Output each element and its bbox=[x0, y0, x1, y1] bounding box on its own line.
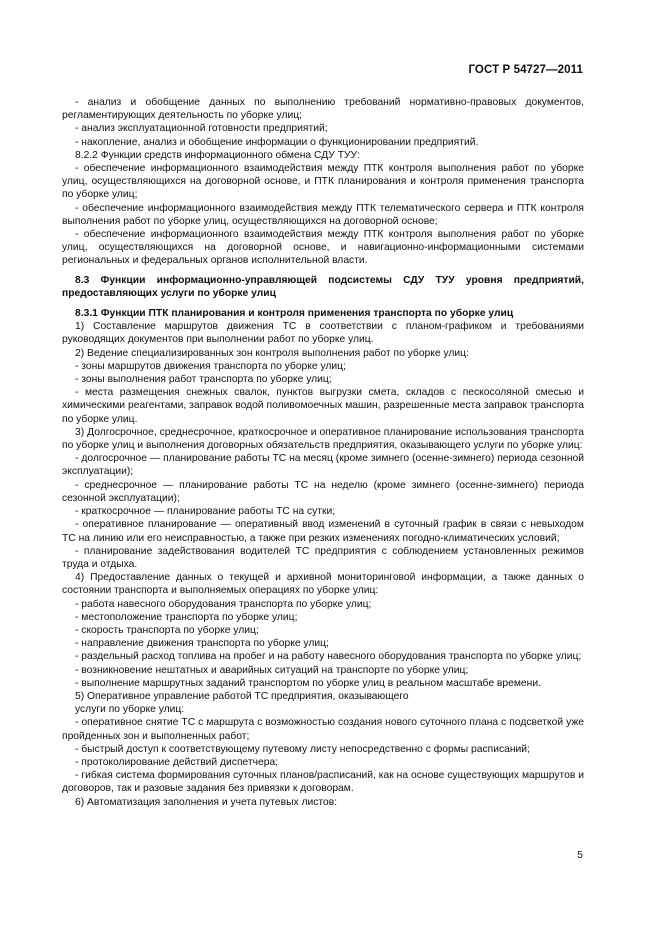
paragraph: - анализ и обобщение данных по выполнению требований нормативно-правовых документов, регламентирующих деятельность по уборке улиц; bbox=[62, 97, 584, 122]
paragraph: - обеспечение информационного взаимодействия между ПТК контроля выполнения работ по уборке улиц, осуществляющихся на договорной основе, и ПТК планирования и контроля применения транспорта по уборке улиц; bbox=[62, 163, 584, 201]
list-item: - места размещения снежных свалок, пунктов выгрузки смета, складов с пескосоляной смесью и химическими реагентами, заправок водой поливомоечных машин, разрешенные места заправок транспорта по уборке улиц. bbox=[62, 387, 584, 425]
list-item: 1) Составление маршрутов движения ТС в соответствии с планом-графиком и требованиями руководящих документов при выполнении работ по уборке улиц. bbox=[62, 321, 584, 346]
list-item: - зоны выполнения работ транспорта по уборке улиц; bbox=[75, 374, 332, 386]
spacer bbox=[62, 268, 584, 272]
list-item: - оперативное снятие ТС с маршрута с возможностью создания нового суточного плана с подсветкой уже пройденных зон и выполненных работ; bbox=[62, 717, 584, 742]
document-header: ГОСТ Р 54727—2011 bbox=[468, 64, 583, 76]
list-item: - возникновение нештатных и аварийных ситуаций на транспорте по уборке улиц; bbox=[75, 664, 469, 676]
list-item: - направление движения транспорта по уборке улиц; bbox=[75, 638, 329, 650]
document-body bbox=[62, 96, 584, 809]
paragraph: - обеспечение информационного взаимодействия между ПТК телематического сервера и ПТК контроля выполнения работ по уборке улиц, осуществляющихся на договорной основе; bbox=[62, 202, 584, 227]
list-item: - работа навесного оборудования транспорта по уборке улиц; bbox=[75, 598, 372, 610]
list-item: 5) Оперативное управление работой ТС предприятия, оказывающего bbox=[75, 690, 409, 702]
list-item: - оперативное планирование — оперативный ввод изменений в суточный график в связи с невыходом ТС на линию или его неисправностью, а также при резких изменениях погодно-климатических условий; bbox=[62, 519, 584, 544]
list-item: - скорость транспорта по уборке улиц; bbox=[75, 624, 259, 636]
list-item: - раздельный расход топлива на пробег и на работу навесного оборудования транспорта по уборке улиц; bbox=[75, 651, 582, 663]
list-item: 6) Автоматизация заполнения и учета путевых листов: bbox=[75, 796, 338, 808]
list-item: - среднесрочное — планирование работы ТС на неделю (кроме зимнего (осенне-зимнего) периода сезонной эксплуатации); bbox=[62, 479, 584, 504]
list-item: 2) Ведение специализированных зон контроля выполнения работ по уборке улиц: bbox=[75, 347, 469, 359]
section-heading-8-3: 8.3 Функции информационно-управляющей подсистемы СДУ ТУУ уровня предприятий, предоставляющих услуги по уборке улиц bbox=[62, 274, 584, 299]
paragraph: - обеспечение информационного взаимодействия между ПТК контроля выполнения работ по уборке улиц, осуществляющихся на договорной основе, и навигационно-информационными системами региональных и федеральных органов исполнительной власти. bbox=[62, 229, 584, 267]
list-item: услуги по уборке улиц: bbox=[75, 704, 185, 716]
paragraph: 8.2.2 Функции средств информационного обмена СДУ ТУУ: bbox=[75, 149, 360, 161]
list-item: 3) Долгосрочное, среднесрочное, краткосрочное и оперативное планирование использования транспорта по уборке улиц и выполнения договорных обязательств предприятия, оказывающего услуги по уборке улиц: bbox=[62, 426, 584, 452]
page-number: 5 bbox=[577, 849, 583, 861]
list-item: - зоны маршрутов движения транспорта по уборке улиц; bbox=[75, 360, 346, 372]
paragraph: - накопление, анализ и обобщение информации о функционировании предприятий. bbox=[75, 136, 479, 148]
list-item: - краткосрочное — планирование работы ТС на сутки; bbox=[75, 506, 336, 518]
section-heading-8-3-1: 8.3.1 Функции ПТК планирования и контроля применения транспорта по уборке улиц bbox=[75, 308, 514, 320]
list-item: - гибкая система формирования суточных планов/расписаний, как на основе существующих маршрутов и договоров, так и разовые задания без привязки к договорам. bbox=[62, 770, 584, 795]
list-item: - долгосрочное — планирование работы ТС на месяц (кроме зимнего (осенне-зимнего) периода сезонной эксплуатации); bbox=[62, 453, 584, 478]
list-item: - местоположение транспорта по уборке улиц; bbox=[75, 611, 298, 623]
spacer bbox=[62, 300, 584, 304]
list-item: - планирование задействования водителей ТС предприятия с соблюдением установленных режимов труда и отдыха. bbox=[62, 545, 584, 570]
list-item: - протоколирование действий диспетчера; bbox=[75, 756, 279, 768]
list-item: 4) Предоставление данных о текущей и архивной мониторинговой информации, а также данных о состоянии транспорта и выполняемых операциях по уборке улиц: bbox=[62, 572, 584, 597]
list-item: - быстрый доступ к соответствующему путевому листу непосредственно с формы расписаний; bbox=[75, 743, 530, 755]
list-item: - выполнение маршрутных заданий транспортом по уборке улиц в реальном масштабе времени. bbox=[75, 677, 541, 689]
paragraph: - анализ эксплуатационной готовности предприятий; bbox=[75, 123, 328, 135]
